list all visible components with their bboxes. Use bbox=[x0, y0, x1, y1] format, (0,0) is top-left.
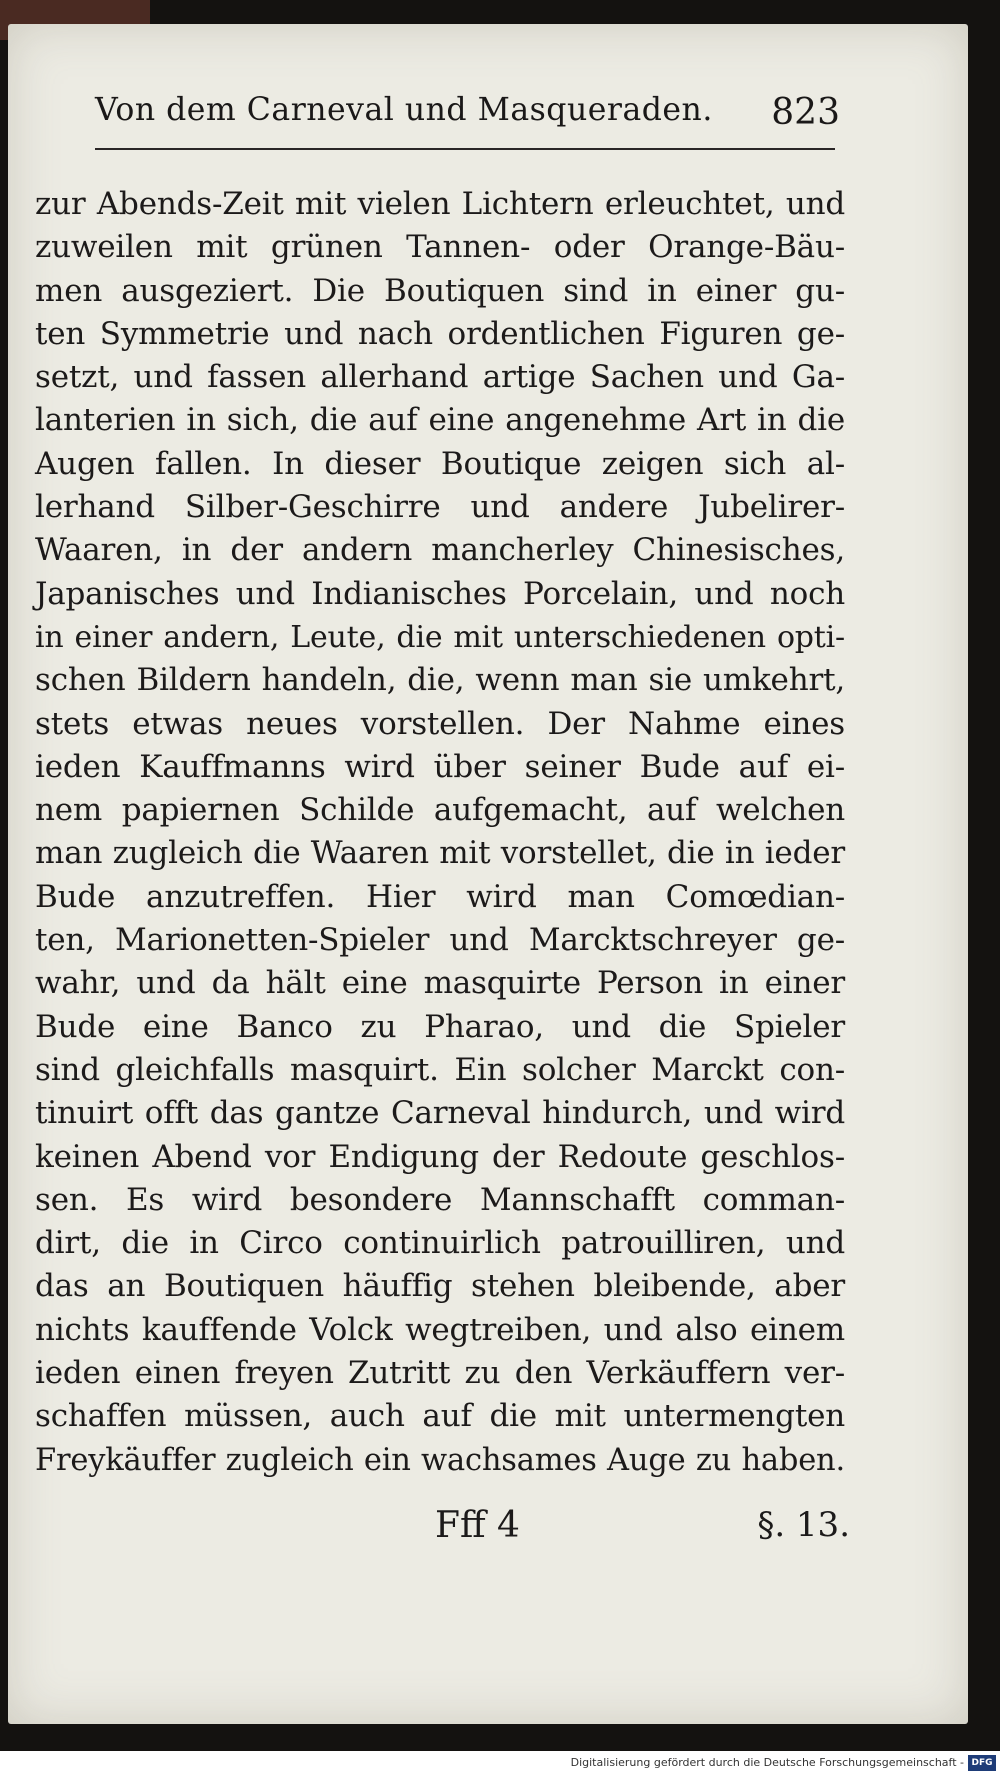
text-line: tinuirt offt das gantze Carneval hindurch, und wird bbox=[35, 1095, 845, 1132]
text-line: stets etwas neues vorstellen. Der Nahme eines bbox=[35, 705, 845, 742]
body-text bbox=[35, 183, 845, 1482]
text-line: zuweilen mit grünen Tannen- oder Orange-Bäu- bbox=[35, 229, 845, 266]
text-line: ten Symmetrie und nach ordentlichen Figuren ge- bbox=[35, 315, 845, 352]
text-line: dirt, die in Circo continuirlich patrouilliren, und bbox=[35, 1225, 845, 1262]
text-line: lerhand Silber-Geschirre und andere Jubelirer- bbox=[35, 489, 845, 526]
page-header bbox=[95, 80, 840, 150]
text-line: Bude eine Banco zu Pharao, und die Spieler bbox=[35, 1008, 845, 1045]
text-line: Augen fallen. In dieser Boutique zeigen sich al- bbox=[35, 445, 845, 482]
signature-mark: Fff 4 bbox=[435, 1505, 520, 1546]
page-number: 823 bbox=[771, 92, 840, 133]
text-line: man zugleich die Waaren mit vorstellet, die in ieder bbox=[35, 835, 845, 872]
text-line: setzt, und fassen allerhand artige Sachen und Ga- bbox=[35, 359, 845, 396]
text-line: ieden Kauffmanns wird über seiner Bude auf ei- bbox=[35, 748, 845, 785]
digitization-footer bbox=[0, 1751, 1000, 1777]
text-line: Waaren, in der andern mancherley Chinesisches, bbox=[35, 532, 845, 569]
text-line: nichts kauffende Volck wegtreiben, und also einem bbox=[35, 1311, 845, 1348]
text-line: men ausgeziert. Die Boutiquen sind in einer gu- bbox=[35, 272, 845, 309]
text-line: ieden einen freyen Zutritt zu den Verkäuffern ver- bbox=[35, 1355, 845, 1392]
text-line: lanterien in sich, die auf eine angenehme Art in die bbox=[35, 402, 845, 439]
running-title: Von dem Carneval und Masqueraden. bbox=[95, 92, 713, 128]
text-line: ten, Marionetten-Spieler und Marcktschreyer ge- bbox=[35, 922, 845, 959]
text-line: sen. Es wird besondere Mannschafft comman- bbox=[35, 1181, 845, 1218]
page-footer bbox=[420, 1505, 850, 1555]
text-line: in einer andern, Leute, die mit unterschiedenen opti- bbox=[35, 619, 845, 655]
text-line: Japanisches und Indianisches Porcelain, und noch bbox=[35, 575, 845, 612]
catchword: §. 13. bbox=[757, 1505, 850, 1545]
dfg-logo: DFG bbox=[968, 1755, 996, 1771]
text-line: schaffen müssen, auch auf die mit untermengten bbox=[35, 1398, 845, 1435]
text-line: keinen Abend vor Endigung der Redoute geschlos- bbox=[35, 1138, 845, 1175]
text-line: das an Boutiquen häuffig stehen bleibende, aber bbox=[35, 1268, 845, 1305]
text-line: Freykäuffer zugleich ein wachsames Auge zu haben. bbox=[35, 1442, 845, 1478]
text-line: nem papiernen Schilde aufgemacht, auf welchen bbox=[35, 792, 845, 829]
header-rule bbox=[95, 148, 835, 150]
text-line: sind gleichfalls masquirt. Ein solcher Marckt con- bbox=[35, 1051, 845, 1088]
text-line: schen Bildern handeln, die, wenn man sie umkehrt, bbox=[35, 662, 845, 699]
text-line: zur Abends-Zeit mit vielen Lichtern erleuchtet, und bbox=[35, 186, 845, 222]
funding-credit: Digitalisierung gefördert durch die Deutsche Forschungsgemeinschaft - bbox=[570, 1756, 964, 1769]
text-line: wahr, und da hält eine masquirte Person in einer bbox=[35, 965, 845, 1002]
text-line: Bude anzutreffen. Hier wird man Comœdian- bbox=[35, 878, 845, 915]
